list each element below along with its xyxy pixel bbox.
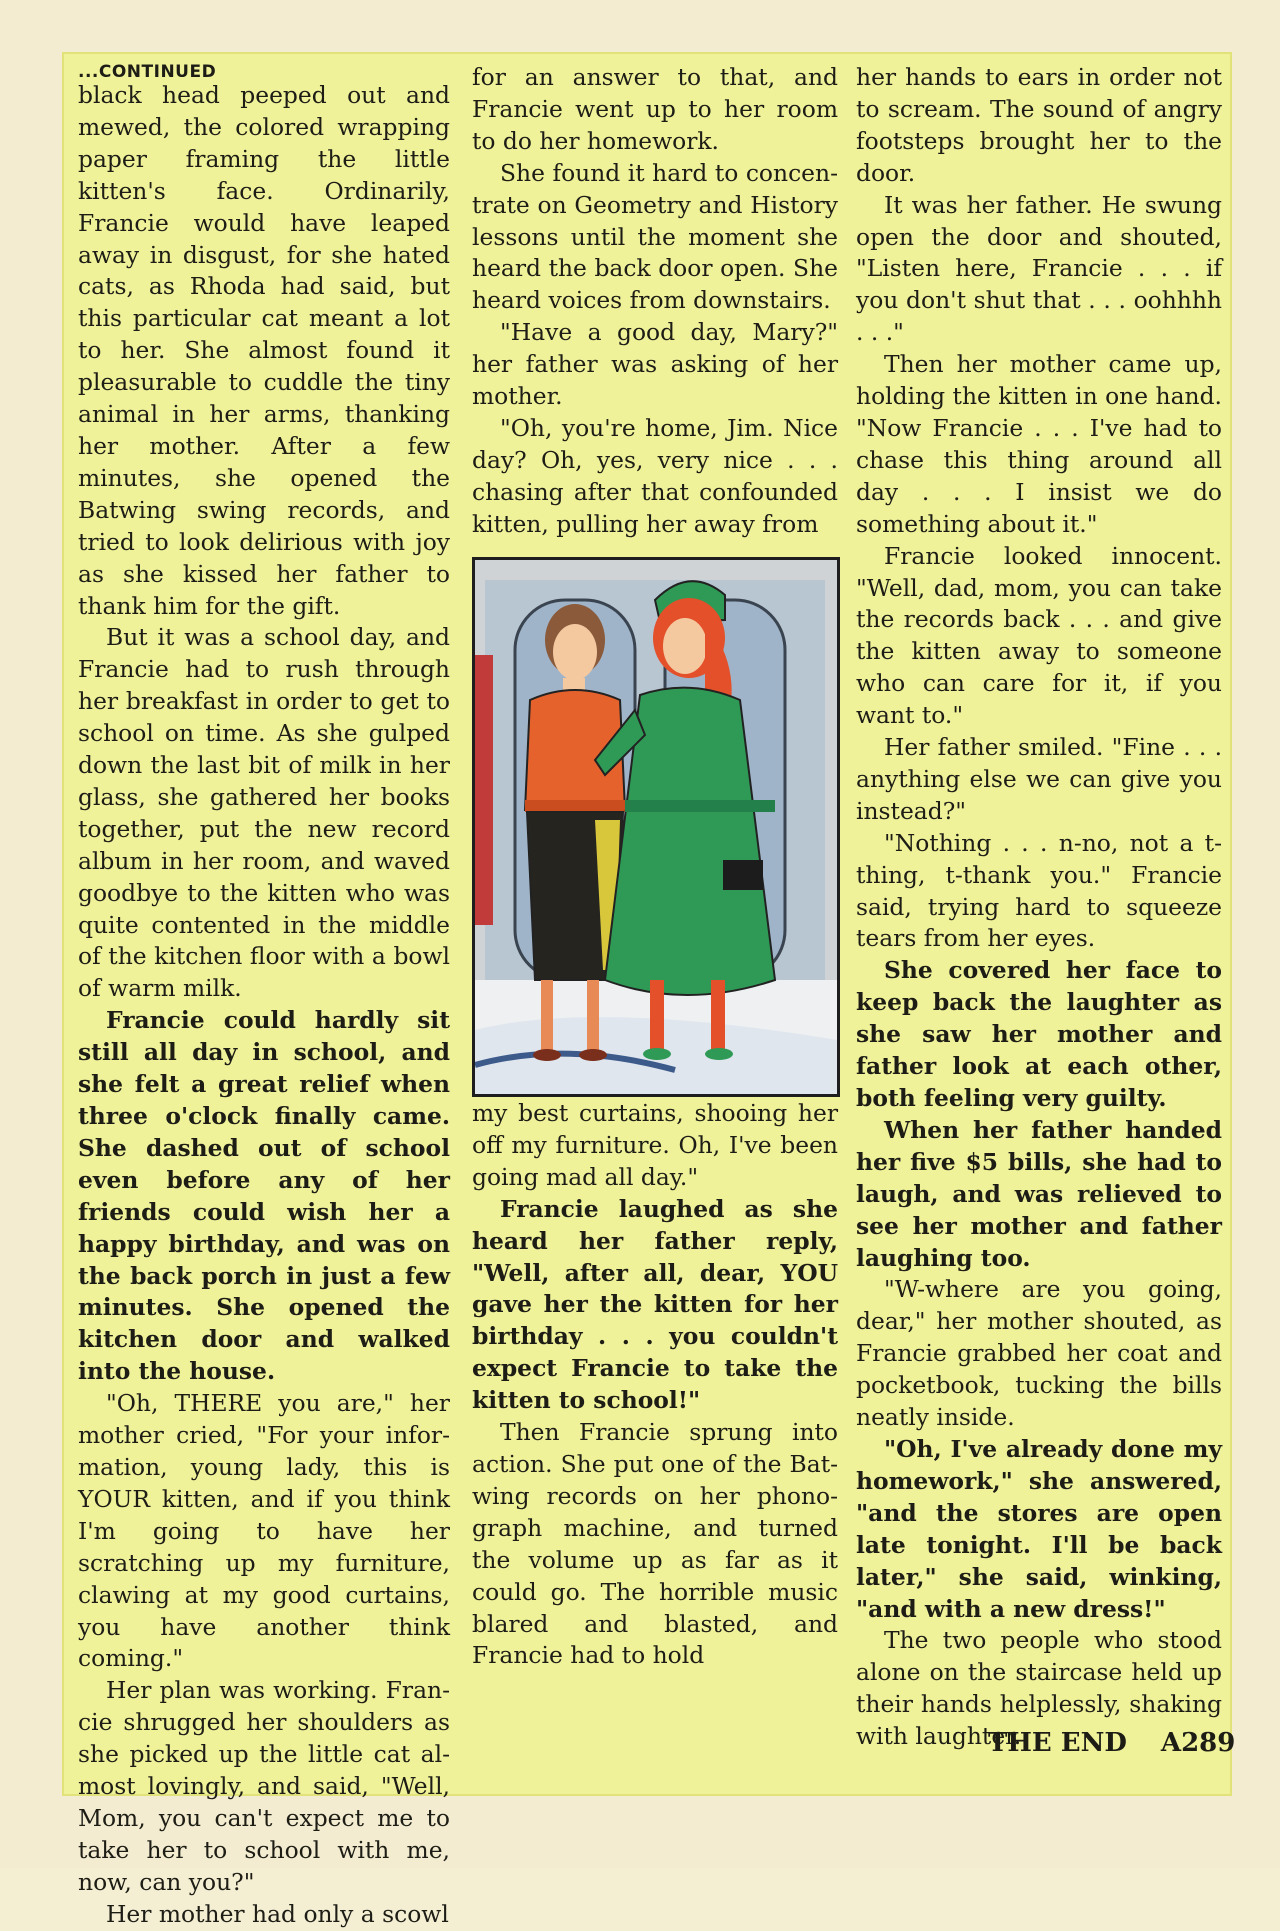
text-column-3 (856, 62, 1222, 1753)
the-end-label: THE END (988, 1728, 1127, 1758)
text-column-2-bottom (472, 1098, 838, 1672)
paragraph: Her mother had only a scowl (106, 1899, 449, 1928)
paragraph: Then her mother came up, holding the kitten in one hand. "Now Francie . . . I've had to chase this thing around all day . . . I insist we do something about it." (856, 350, 1222, 538)
paragraph: my best curtains, shooing her off my furniture. Oh, I've been going mad all day." (472, 1099, 838, 1191)
paragraph: for an answer to that, and Francie went up to her room to do her homework. (472, 63, 838, 155)
paragraph: "Oh, you're home, Jim. Nice day? Oh, yes, very nice . . . chasing after that confounded kitten, pulling her away from (472, 413, 838, 538)
text-column-1 (78, 62, 450, 1931)
paragraph: her hands to ears in order not to scream. The sound of angry footsteps brought her to the door. (856, 63, 1222, 187)
page-code: A289 (1160, 1728, 1236, 1758)
paragraph: "Oh, THERE you are," her mother cried, "For your information, young lady, this is YOUR kitten, and if you think I'm going to have her scratching up my furniture, clawing at my good curtains, you have another think coming." (78, 1389, 450, 1673)
paragraph: Francie could hardly sit still all day in school, and she felt a great relief when three o'clock finally came. She dashed out of school even before any of her friends could wish her a happy birthday, and was on the back porch in just a few minutes. She opened the kitchen door and walked into the house. (78, 1006, 450, 1386)
paragraph: She found it hard to concentrate on Geometry and History lessons until the moment she heard the back door open. She heard voices from downstairs. (472, 158, 838, 315)
paragraph: Francie laughed as she heard her father reply, "Well, after all, dear, YOU gave her the kitten for her birthday . . . you couldn't expect Francie to take the kitten to school!" (472, 1194, 838, 1415)
continued-label: ...CONTINUED (78, 62, 217, 82)
paragraph: Her plan was working. Francie shrugged her shoulders as she picked up the little cat almost lovingly, and said, "Well, Mom, you can't expect me to take her to school with me, now, can you?" (78, 1676, 450, 1896)
paragraph: Her father smiled. "Fine . . . anything else we can give you instead?" (856, 733, 1222, 825)
two-women-illustration (475, 560, 837, 1094)
paragraph: "W-where are you going, dear," her mother shouted, as Francie grabbed her coat and pocketbook, tucking the bills neatly inside. (856, 1275, 1222, 1432)
paragraph: "Have a good day, Mary?" her father was asking of her mother. (472, 318, 838, 411)
paragraph: She covered her face to keep back the laughter as she saw her mother and father look at each other, both feeling very guilty. (856, 956, 1222, 1112)
text-column-2-top (472, 62, 838, 541)
paragraph: It was her father. He swung open the door and shouted, "Listen here, Francie . . . if you don't shut that . . . oohhhh . . ." (856, 190, 1222, 347)
page-footer (988, 1727, 1235, 1759)
paragraph: The two people who stood alone on the staircase held up their hands helplessly, shaking with laughter. (856, 1626, 1222, 1751)
paragraph: But it was a school day, and Francie had to rush through her breakfast in order to get to school on time. As she gulped down the last bit of milk in her glass, she gathered her books together, put the new record album in her room, and waved goodbye to the kitten who was quite contented in the middle of the kitchen floor with a bowl of warm milk. (78, 623, 450, 1003)
illustration-panel (472, 557, 840, 1097)
paragraph: "Nothing . . . n-no, not a t-thing, t-thank you." Francie said, trying hard to squeeze tears from her eyes. (856, 828, 1222, 953)
paragraph: ...CONTINUED black head peeped out and mewed, the colored wrapping paper framing the little kitten's face. Ordinarily, Francie would have leaped away in disgust, for she hated cats, as Rhoda had said, but this particular cat meant a lot to her. She almost found it pleasurable to cuddle the tiny animal in her arms, thanking her mother. After a few minutes, she opened the Batwing swing records, and tried to look delirious with joy as she kissed her father to thank him for the gift. (78, 62, 450, 620)
paragraph: When her father handed her five $5 bills, she had to laugh, and was relieved to see her mother and father laughing too. (856, 1115, 1222, 1272)
paragraph: Then Francie sprung into action. She put one of the Batwing records on her phonograph machine, and turned the volume up as far as it could go. The horrible music blared and blasted, and Francie had to hold (472, 1418, 838, 1670)
paragraph: Francie looked innocent. "Well, dad, mom, you can take the records back . . . and give the kitten away to someone who can care for it, if you want to." (856, 541, 1222, 730)
paragraph: "Oh, I've already done my homework," she answered, "and the stores are open late tonight. I'll be back later," she said, winking, "and with a new dress!" (856, 1434, 1222, 1623)
